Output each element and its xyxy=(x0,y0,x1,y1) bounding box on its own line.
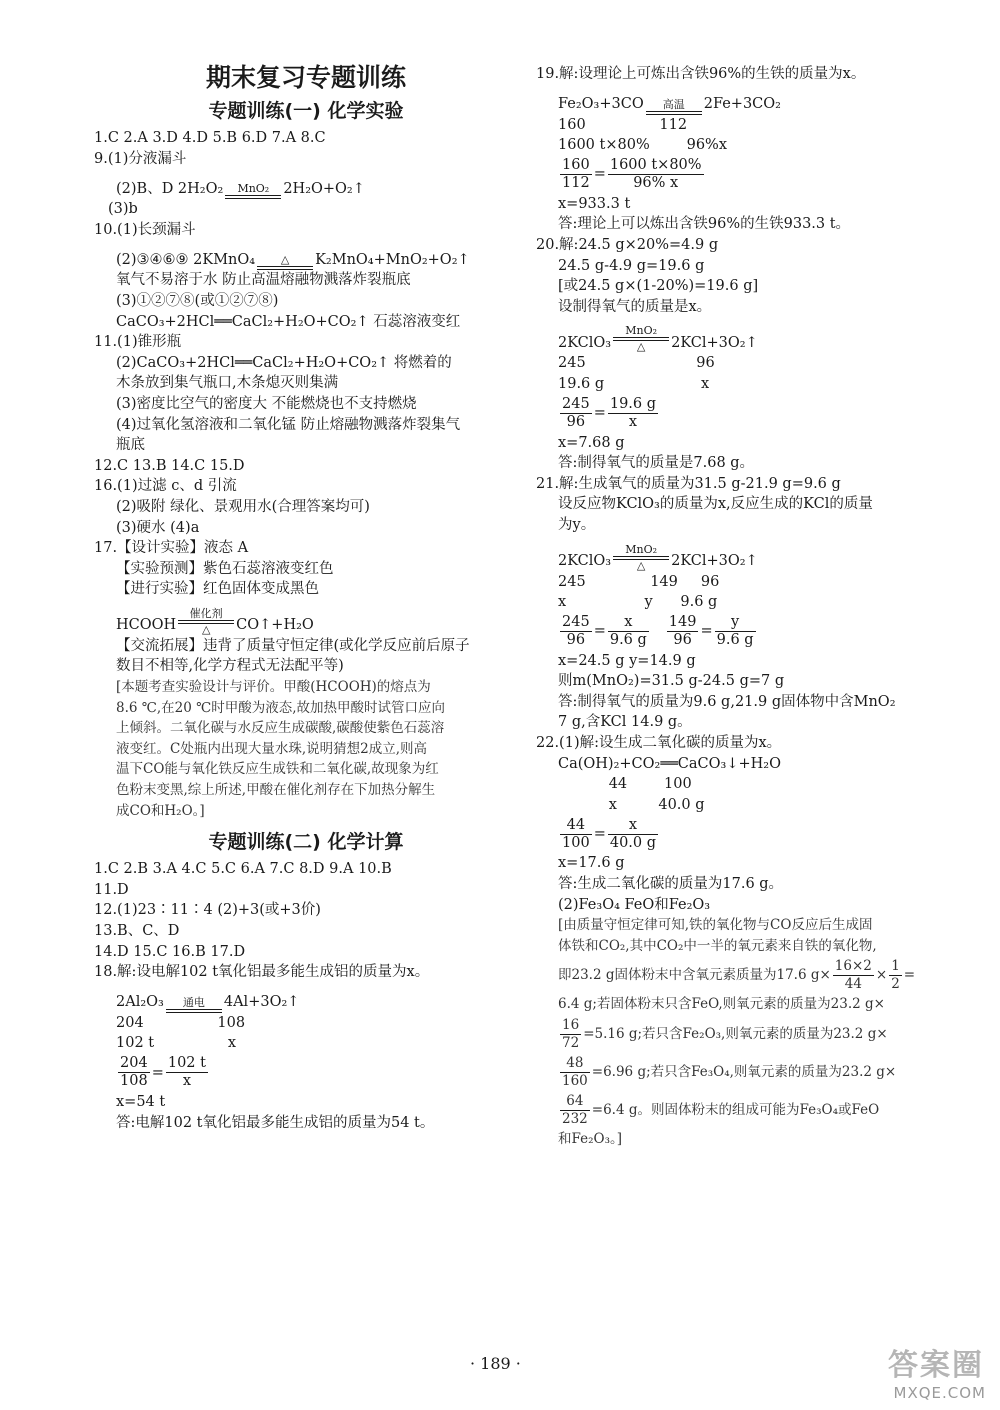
answer-line: 答:生成二氧化碳的质量为17.6 g。 xyxy=(558,876,784,893)
equals-bar xyxy=(225,195,281,199)
explanation-note: 色粉末变黑,综上所述,甲酸在催化剂存在下加热分解生 xyxy=(116,782,436,799)
answer-line: 【进行实验】红色固体变成黑色 xyxy=(116,581,319,598)
watermark-url: MXQE.COM xyxy=(893,1384,986,1402)
fraction xyxy=(889,958,902,993)
equation-line xyxy=(536,536,958,572)
answer-line: 9.(1)分液漏斗 xyxy=(94,150,187,167)
denominator: 9.6 g xyxy=(609,632,647,649)
denominator: 96 xyxy=(566,632,586,649)
answer-line: 160 112 xyxy=(558,116,688,133)
reaction-condition xyxy=(646,99,702,115)
explanation-note: 温下CO能与氧化铁反应生成铁和二氧化碳,故现象为红 xyxy=(116,761,439,778)
explanation-note xyxy=(536,1091,958,1129)
answer-line: 21.解:生成氧气的质量为31.5 g-21.9 g=9.6 g xyxy=(536,475,841,492)
answer-line: 18.解:设电解102 t氧化铝最多能生成铝的质量为x。 xyxy=(94,964,430,981)
fraction xyxy=(118,1055,150,1090)
right-column xyxy=(536,64,958,1150)
fraction xyxy=(560,1017,581,1052)
equation-left: (2)③④⑥⑨ 2KMnO₄ xyxy=(116,251,256,268)
condition-text: △ xyxy=(636,558,646,572)
answer-line: 数目不相等,化学方程式无法配平等) xyxy=(116,658,344,675)
answer-line: 1.C 2.B 3.A 4.C 5.C 6.A 7.C 8.D 9.A 10.B xyxy=(94,861,392,878)
equation-line xyxy=(94,169,518,199)
answer-line: 17.【设计实验】液态 A xyxy=(94,540,249,557)
answer-line: 1.C 2.A 3.D 4.D 5.B 6.D 7.A 8.C xyxy=(94,130,326,146)
denominator: 96 xyxy=(673,632,692,649)
fraction xyxy=(608,396,658,431)
equation-left: HCOOH xyxy=(116,617,177,634)
answer-line: 24.5 g-4.9 g=19.6 g xyxy=(558,257,705,274)
fraction xyxy=(608,614,649,649)
answer-line: 13.B、C、D xyxy=(94,923,180,939)
numerator: 64 xyxy=(560,1093,590,1111)
proportion-line: $\frac{204}{108}$ = $\frac{102 t}{x}$ xyxy=(120,1055,206,1090)
equation-right: CO↑+H₂O xyxy=(236,617,314,634)
left-column xyxy=(94,60,518,1133)
equals-bar xyxy=(166,1009,222,1013)
answer-line: 44 100 xyxy=(558,776,692,793)
answer-line: 19.6 g x xyxy=(558,375,710,392)
answer-line: (2)吸附 绿化、景观用水(合理答案均可) xyxy=(116,498,370,515)
answer-line: 204 108 xyxy=(116,1014,246,1031)
condition-text: △ xyxy=(636,340,646,354)
answer-line: 【实验预测】紫色石蕊溶液变红色 xyxy=(116,560,334,577)
answer-line: 19.解:设理论上可炼出含铁96%的生铁的质量为x。 xyxy=(536,66,866,82)
equation-right: 2Fe+3CO₂ xyxy=(703,96,781,112)
answer-line: (3)b xyxy=(108,201,138,218)
explanation-note: 6.4 g;若固体粉末只含FeO,则氧元素的质量为23.2 g× xyxy=(558,996,885,1013)
numerator: 16×2 xyxy=(834,957,872,974)
answer-line: 7 g,含KCl 14.9 g。 xyxy=(558,714,692,731)
reaction-condition xyxy=(225,183,281,199)
answer-line: (2)Fe₃O₄ FeO和Fe₂O₃ xyxy=(558,896,711,913)
answer-line: 20.解:24.5 g×20%=4.9 g xyxy=(536,236,719,253)
fraction xyxy=(560,396,592,431)
equals-bar xyxy=(646,111,702,115)
answer-line: 14.D 15.C 16.B 17.D xyxy=(94,943,246,960)
numerator: 1 xyxy=(891,957,900,974)
watermark xyxy=(832,1338,992,1406)
answer-line: 11.D xyxy=(94,881,129,898)
numerator: 19.6 g xyxy=(609,396,657,413)
numerator: 204 xyxy=(120,1055,148,1072)
fraction xyxy=(560,157,592,192)
equation-right: 2KCl+3O₂↑ xyxy=(671,552,758,569)
answer-line: 11.(1)锥形瓶 xyxy=(94,334,182,351)
fraction xyxy=(560,614,592,649)
numerator: 1600 t×80% xyxy=(609,157,702,174)
answer-line: (3)硬水 (4)a xyxy=(116,519,200,536)
numerator: x xyxy=(608,614,649,632)
equation-line xyxy=(94,983,518,1013)
condition-text: 通电 xyxy=(182,995,205,1009)
page-title: 期末复习专题训练 xyxy=(205,63,406,92)
equals-bar xyxy=(257,266,313,270)
answer-line: 氧气不易溶于水 防止高温熔融物溅落炸裂瓶底 xyxy=(116,272,411,289)
equation-right: K₂MnO₄+MnO₂+O₂↑ xyxy=(315,251,470,268)
explanation-note: 液变红。C处瓶内出现大量水珠,说明猜想2成立,则高 xyxy=(116,740,428,757)
answer-line: 为y。 xyxy=(558,516,596,533)
answer-line: 102 t x xyxy=(116,1035,237,1052)
denominator: x xyxy=(182,1073,191,1090)
answer-line: 答:制得氧气的质量是7.68 g。 xyxy=(558,455,755,472)
proportion-line: $\frac{160}{112}$ = $\frac{1600 t\times 80\%}{96\% x}$ xyxy=(562,157,702,192)
explanation-note xyxy=(536,1053,958,1091)
fraction xyxy=(560,817,592,852)
numerator: 245 xyxy=(562,396,590,413)
explanation-note: 8.6 ℃,在20 ℃时甲酸为液态,故加热甲酸时试管口应向 xyxy=(116,699,446,716)
equation-left: 2KClO₃ xyxy=(558,334,612,351)
fraction xyxy=(608,157,704,192)
explanation-note: 上倾斜。二氧化碳与水反应生成碳酸,碳酸使紫色石蕊溶 xyxy=(116,720,445,737)
explanation-note xyxy=(536,1015,958,1053)
note-text: = xyxy=(903,967,916,984)
answer-line: 答:电解102 t氧化铝最多能生成铝的质量为54 t。 xyxy=(116,1114,435,1131)
section-2-title: 专题训练(二) 化学计算 xyxy=(208,831,404,854)
numerator: 44 xyxy=(560,817,592,835)
numerator: 160 xyxy=(562,157,590,174)
condition-text: △ xyxy=(280,253,290,267)
numerator: y xyxy=(715,614,756,632)
answer-line: 答:理论上可以炼出含铁96%的生铁933.3 t。 xyxy=(558,216,851,233)
answer-line: 设制得氧气的质量是x。 xyxy=(558,298,712,315)
answer-line: x 40.0 g xyxy=(558,796,705,813)
answer-line: 1600 t×80% 96%x xyxy=(558,137,727,154)
equation-line: Ca(OH)₂+CO₂══CaCO₃↓+H₂O xyxy=(558,755,781,772)
condition-text: MnO₂ xyxy=(237,182,270,196)
note-text: =6.4 g。则固体粉末的组成可能为Fe₃O₄或FeO xyxy=(591,1101,880,1118)
denominator: 100 xyxy=(562,834,590,851)
answer-line: 22.(1)解:设生成二氧化碳的质量为x。 xyxy=(536,735,782,752)
numerator: 48 xyxy=(560,1055,590,1073)
equation-right: 2KCl+3O₂↑ xyxy=(671,334,758,351)
numerator: 16 xyxy=(562,1016,580,1033)
answer-line: 16.(1)过滤 c、d 引流 xyxy=(94,478,237,495)
fraction xyxy=(833,958,874,993)
proportion-line: $\frac{44}{100}$ = $\frac{x}{40.0 g}$ xyxy=(562,816,657,851)
explanation-note: 体铁和CO₂,其中CO₂中一半的氧元素来自铁的氧化物, xyxy=(558,937,877,954)
fraction xyxy=(608,817,658,852)
denominator: 2 xyxy=(891,975,900,992)
denominator: 44 xyxy=(844,975,862,992)
denominator: 9.6 g xyxy=(716,632,754,649)
denominator: 112 xyxy=(562,175,590,192)
numerator: 149 xyxy=(668,614,697,631)
equation-line xyxy=(536,85,958,115)
denominator: 96% x xyxy=(633,175,679,192)
explanation-note xyxy=(536,956,958,994)
explanation-note: 和Fe₂O₃。] xyxy=(558,1131,623,1147)
condition-text: 高温 xyxy=(662,97,685,111)
numerator: x xyxy=(608,817,658,835)
fraction xyxy=(715,614,756,649)
answer-line: 10.(1)长颈漏斗 xyxy=(94,221,196,238)
equation-line xyxy=(536,317,958,353)
reaction-condition xyxy=(613,544,669,572)
fraction xyxy=(667,614,699,649)
proportion-line: $\frac{245}{96}$ = $\frac{x}{9.6 g}$ $\frac{149}{96}$ = $\frac{y}{9.6 g}$ xyxy=(562,614,754,649)
answer-line: x=933.3 t xyxy=(558,195,631,212)
equation-right: 2H₂O+O₂↑ xyxy=(283,180,365,197)
denominator: 40.0 g xyxy=(609,834,657,851)
reaction-condition xyxy=(178,608,234,636)
denominator: 160 xyxy=(562,1072,588,1089)
answer-line: x=17.6 g xyxy=(558,855,625,872)
explanation-note: [本题考查实验设计与评价。甲酸(HCOOH)的熔点为 xyxy=(116,679,431,696)
equation-left: 2KClO₃ xyxy=(558,552,612,569)
reaction-condition xyxy=(257,254,313,270)
page-number: · 189 · xyxy=(470,1354,521,1373)
answer-line: 【交流拓展】违背了质量守恒定律(或化学反应前后原子 xyxy=(116,637,470,654)
note-text: =5.16 g;若只含Fe₂O₃,则氧元素的质量为23.2 g× xyxy=(583,1025,888,1042)
fraction xyxy=(166,1055,208,1090)
denominator: 72 xyxy=(562,1034,580,1051)
explanation-note: 成CO和H₂O。] xyxy=(116,802,205,819)
answer-line: (2)CaCO₃+2HCl══CaCl₂+H₂O+CO₂↑ 将燃着的 xyxy=(116,354,452,371)
answer-line: 12.(1)23∶11∶4 (2)+3(或+3价) xyxy=(94,902,321,919)
section-1-title: 专题训练(一) 化学实验 xyxy=(208,100,404,122)
denominator: 108 xyxy=(120,1073,148,1090)
answer-line: CaCO₃+2HCl══CaCl₂+H₂O+CO₂↑ 石蕊溶液变红 xyxy=(116,313,461,330)
note-text: × xyxy=(875,967,888,984)
fraction xyxy=(560,1093,590,1128)
condition-text: 催化剂 xyxy=(189,606,223,620)
watermark-logo: 答案圈 xyxy=(888,1348,984,1383)
fraction xyxy=(560,1055,590,1090)
reaction-condition xyxy=(166,997,222,1013)
condition-text: MnO₂ xyxy=(625,542,657,556)
equation-line xyxy=(94,240,518,270)
answer-line: x=54 t xyxy=(116,1093,166,1110)
answer-line: 245 96 xyxy=(558,355,715,372)
answer-line: (3)密度比空气的密度大 不能燃烧也不支持燃烧 xyxy=(116,395,417,412)
answer-line: (3)①②⑦⑧(或①②⑦⑧) xyxy=(116,292,279,309)
answer-line: 则m(MnO₂)=31.5 g-24.5 g=7 g xyxy=(558,673,785,690)
condition-text: MnO₂ xyxy=(625,324,657,338)
answer-line: 设反应物KClO₃的质量为x,反应生成的KCl的质量 xyxy=(558,496,873,513)
equation-line xyxy=(94,600,518,636)
denominator: 96 xyxy=(566,414,586,431)
answer-line: 木条放到集气瓶口,木条熄灭则集满 xyxy=(116,375,339,392)
answer-line: 瓶底 xyxy=(116,437,145,454)
reaction-condition xyxy=(613,325,669,353)
answer-line: 245 149 96 xyxy=(558,573,720,590)
answer-line: x=24.5 g y=14.9 g xyxy=(558,652,696,669)
equation-left: Fe₂O₃+3CO xyxy=(558,96,644,112)
answer-line: (4)过氧化氢溶液和二氧化锰 防止熔融物溅落炸裂集气 xyxy=(116,416,461,433)
denominator: 232 xyxy=(562,1110,588,1127)
numerator: 245 xyxy=(562,614,590,631)
note-text: 即23.2 g固体粉末中含氧元素质量为17.6 g× xyxy=(558,967,831,984)
denominator: x xyxy=(628,414,638,431)
note-text: =6.96 g;若只含Fe₃O₄,则氧元素的质量为23.2 g× xyxy=(591,1063,897,1080)
proportion-line: $\frac{245}{96}$ = $\frac{19.6 g}{x}$ xyxy=(562,396,657,431)
equation-left: (2)B、D 2H₂O₂ xyxy=(116,180,224,197)
equation-left: 2Al₂O₃ xyxy=(116,994,164,1011)
numerator: 102 t xyxy=(167,1055,206,1072)
answer-line: 12.C 13.B 14.C 15.D xyxy=(94,457,245,474)
explanation-note: [由质量守恒定律可知,铁的氧化物与CO反应后生成固 xyxy=(558,917,873,934)
condition-text: △ xyxy=(201,622,211,636)
answer-line: x=7.68 g xyxy=(558,434,625,451)
answer-line: 答:制得氧气的质量为9.6 g,21.9 g固体物中含MnO₂ xyxy=(558,693,896,710)
equation-right: 4Al+3O₂↑ xyxy=(223,994,300,1011)
answer-line: [或24.5 g×(1-20%)=19.6 g] xyxy=(558,278,759,295)
answer-line: x y 9.6 g xyxy=(558,594,718,611)
